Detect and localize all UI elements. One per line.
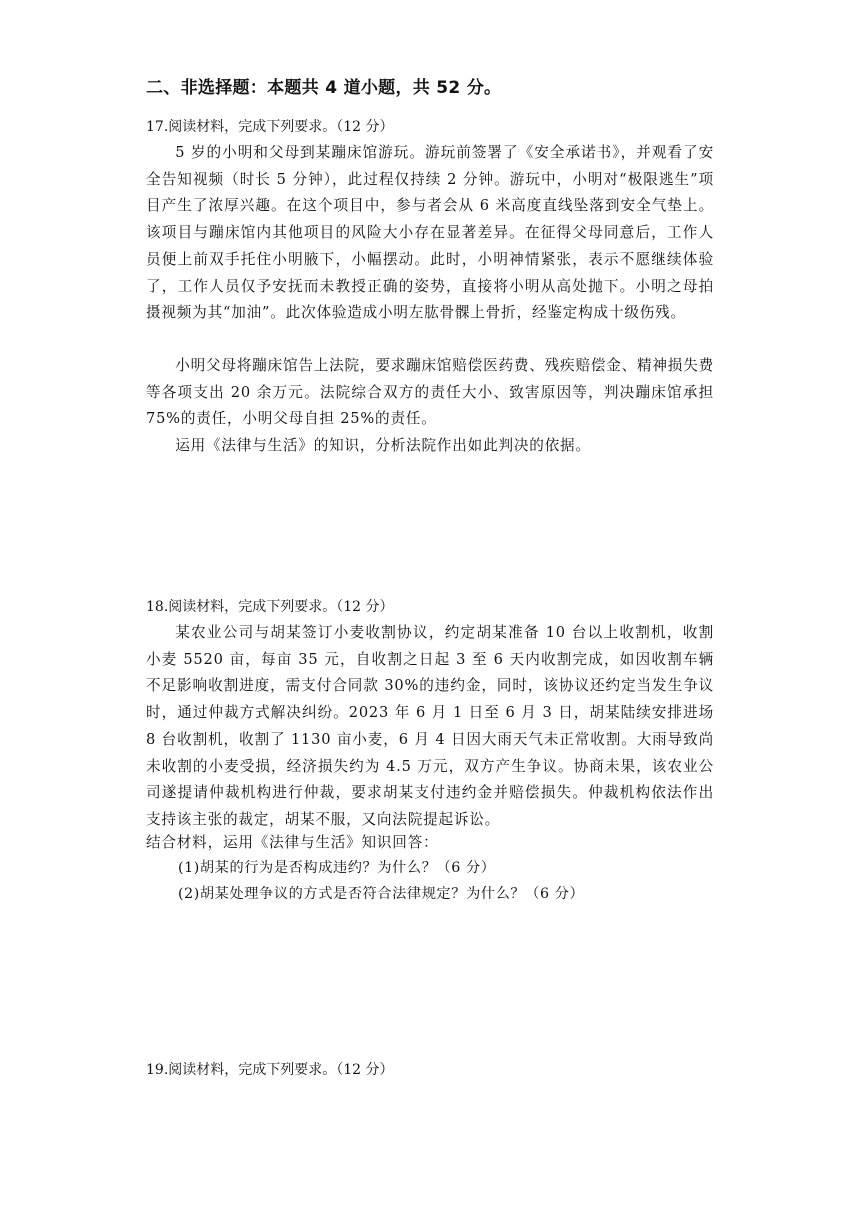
question-17-question: 运用《法律与生活》的知识，分析法院作出如此判决的依据。 bbox=[175, 437, 591, 454]
question-18-sub-question-2: (2)胡某处理争议的方式是否符合法律规定？为什么？（6 分） bbox=[178, 886, 585, 902]
question-18-answer-space[interactable] bbox=[146, 915, 714, 1055]
section-title: 二、非选择题：本题共 4 道小题，共 52 分。 bbox=[146, 78, 502, 98]
question-18-heading: 18.阅读材料，完成下列要求。（12 分） bbox=[146, 599, 394, 615]
question-17-heading: 17.阅读材料，完成下列要求。（12 分） bbox=[146, 119, 394, 135]
question-17-material-paragraph-1: 5 岁的小明和父母到某蹦床馆游玩。游玩前签署了《安全承诺书》，并观看了安全告知视频（时长 5 分钟），此过程仅持续 2 分钟。游玩中，小明对“极限逃生”项目产生了浓厚兴趣。在这个项目中，参与者会从 6 米高度直线坠落到安全气垫上。该项目与蹦床馆内其他项目的风险大小存在显著差异。在征得父母同意后，工作人员便上前双手托住小明腋下，小幅摆动。此时，小明神情紧张，表示不愿继续体验了，工作人员仅予安抚而未教授正确的姿势，直接将小明从高处抛下。小明之母拍摄视频为其“加油”。此次体验造成小明左肱骨髁上骨折，经鉴定构成十级伤残。 bbox=[146, 144, 714, 322]
question-18-prompt: 结合材料，运用《法律与生活》知识回答： bbox=[146, 834, 439, 851]
question-18-material-paragraph: 某农业公司与胡某签订小麦收割协议，约定胡某准备 10 台以上收割机，收割小麦 5520 亩，每亩 35 元，自收割之日起 3 至 6 天内收割完成，如因收割车辆不足影响收割进度，需支付合同款 30%的违约金，同时，该协议还约定当发生争议时，通过仲裁方式解决纠纷。2023 年 6 月 1 日至 6 月 3 日，胡某陆续安排进场 8 台收割机，收割了 1130 亩小麦，6 月 4 日因大雨天气未正常收割。大雨导致尚未收割的小麦受损，经济损失约为 4.5 万元，双方产生争议。协商未果，该农业公司遂提请仲裁机构进行仲裁，要求胡某支付违约金并赔偿损失。仲裁机构依法作出支持该主张的裁定，胡某不服，又向法院提起诉讼。 bbox=[146, 624, 714, 828]
question-18-sub-question-1: (1)胡某的行为是否构成违约？为什么？（6 分） bbox=[178, 860, 496, 876]
question-17-material-paragraph-2: 小明父母将蹦床馆告上法院，要求蹦床馆赔偿医药费、残疾赔偿金、精神损失费等各项支出 20 余万元。法院综合双方的责任大小、致害原因等，判决蹦床馆承担 75%的责任，小明父母自担 25%的责任。 bbox=[146, 357, 714, 428]
question-17-answer-space[interactable] bbox=[146, 470, 714, 590]
question-19-heading: 19.阅读材料，完成下列要求。（12 分） bbox=[146, 1062, 394, 1078]
